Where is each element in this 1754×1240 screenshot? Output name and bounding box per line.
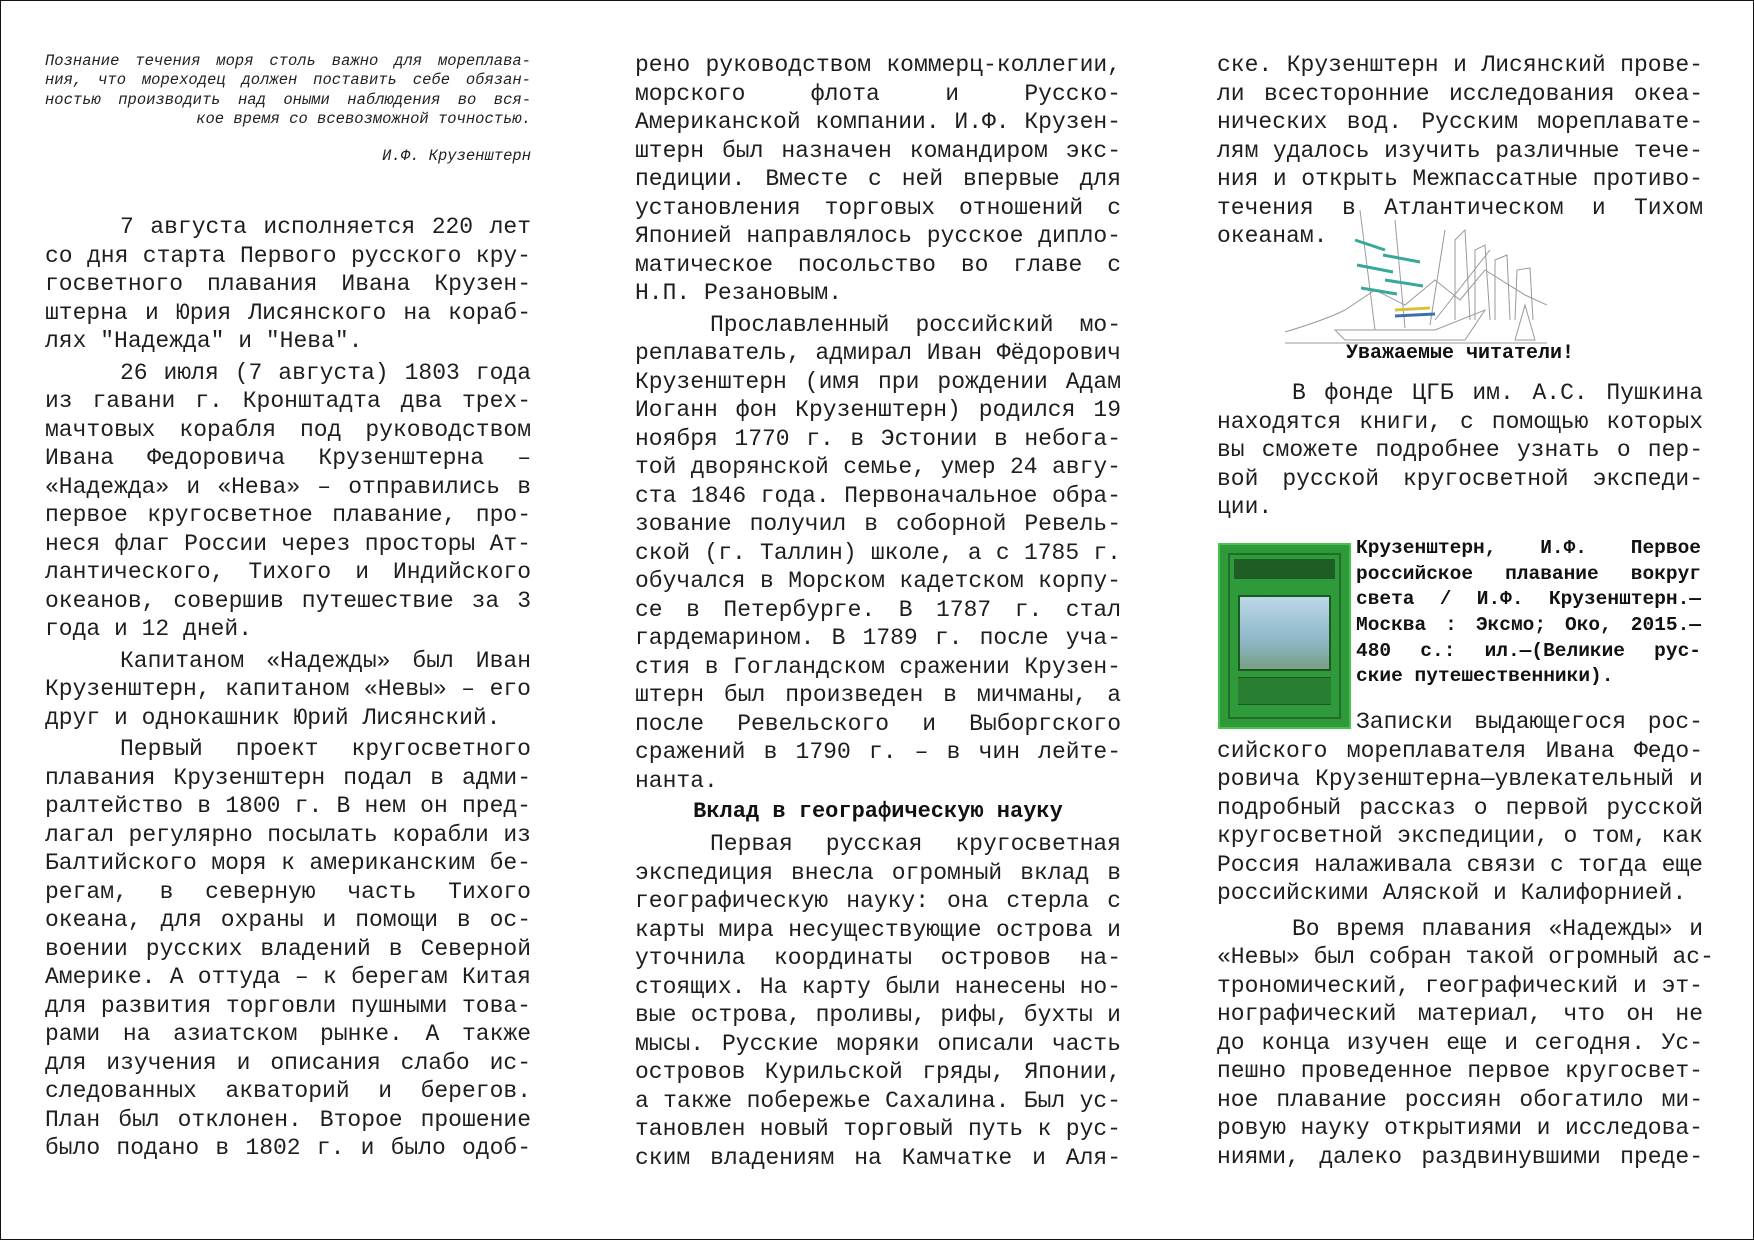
text-line: после Ревельского и Выборгского bbox=[635, 710, 1121, 737]
text-line: зование получил в соборной Ревель- bbox=[635, 511, 1121, 537]
text-line: Москва : Эксмо; Око, 2015.— bbox=[1356, 614, 1701, 637]
text-line: Н.П. Резановым. bbox=[635, 280, 843, 306]
text-line: Иоганн фон Крузенштерн) родился 19 bbox=[635, 397, 1121, 423]
paragraph bbox=[45, 359, 531, 644]
text-line: для изучения и описания слабо ис- bbox=[45, 1049, 531, 1076]
text-line: Америке. А оттуда – к берегам Китая bbox=[45, 964, 531, 990]
book-cover-author-plate bbox=[1234, 559, 1335, 579]
epigraph-author: И.Ф. Крузенштерн bbox=[382, 147, 531, 165]
text-line: матическое посольство во главе с bbox=[635, 251, 1121, 278]
text-line: ровича Крузенштерна—увлекательный и bbox=[1217, 766, 1703, 792]
text-line: той дворянской семье, умер 24 авгу- bbox=[635, 454, 1121, 480]
text-line: мачтовых корабля под руководством bbox=[45, 416, 531, 443]
text-line: Первая русская кругосветная bbox=[710, 831, 1121, 857]
column-3-intro bbox=[1217, 379, 1703, 522]
text-line: 26 июля (7 августа) 1803 года bbox=[120, 359, 531, 386]
text-line: ниями, далеко раздвинувшими преде- bbox=[1217, 1143, 1703, 1170]
paragraph bbox=[635, 51, 1121, 308]
text-line: кругосветной экспедиции, о том, как bbox=[1217, 823, 1703, 849]
text-line: сийского мореплавателя Ивана Федо- bbox=[1217, 737, 1703, 764]
text-line: вы сможете подробнее узнать о пер- bbox=[1217, 437, 1703, 463]
text-line: 7 августа исполняется 220 лет bbox=[120, 214, 531, 240]
readers-heading: Уважаемые читатели! bbox=[1345, 342, 1575, 365]
text-line: установления торговых отношений с bbox=[635, 194, 1121, 221]
column-2-top bbox=[635, 51, 1121, 795]
sailing-ship-illustration bbox=[1285, 210, 1547, 345]
text-line: уточнила координаты островов на- bbox=[635, 945, 1121, 971]
section-heading: Вклад в географическую науку bbox=[693, 799, 1063, 824]
text-line: госветного плавания Ивана Крузен- bbox=[45, 271, 531, 297]
text-line: нографический материал, что он не bbox=[1217, 1001, 1703, 1027]
text-line: ции. bbox=[1217, 494, 1273, 520]
text-line: неся флаг России через просторы Ат- bbox=[45, 530, 531, 557]
text-line: друг и однокашник Юрий Лисянский. bbox=[45, 704, 501, 731]
text-line: экспедиция внесла огромный вклад в bbox=[635, 859, 1121, 886]
column-1 bbox=[45, 213, 531, 1163]
text-line: сражений в 1790 г. – в чин лейте- bbox=[635, 739, 1121, 765]
text-line: Американской компании. И.Ф. Крузен- bbox=[635, 109, 1121, 135]
text-line: географическую науку: она стерла с bbox=[635, 888, 1121, 914]
text-line: года и 12 дней. bbox=[45, 616, 253, 642]
text-line: ровую науку открытиями и исследова- bbox=[1217, 1115, 1703, 1141]
text-line: ное плавание россиян обогатило ми- bbox=[1217, 1086, 1703, 1113]
paragraph bbox=[45, 647, 531, 733]
text-line: воении русских владений в Северной bbox=[45, 935, 531, 962]
text-line: ске. Крузенштерн и Лисянский прове- bbox=[1217, 52, 1703, 78]
paragraph bbox=[635, 311, 1121, 796]
text-line: Капитаном «Надежды» был Иван bbox=[120, 647, 531, 674]
text-line: ния и открыть Межпассатные противо- bbox=[1217, 166, 1703, 192]
paragraph bbox=[1217, 708, 1703, 908]
text-line: нических вод. Русским мореплавате- bbox=[1217, 109, 1703, 135]
text-line: следованных акваторий и берегов. bbox=[45, 1078, 531, 1104]
text-line: лагал регулярно посылать корабли из bbox=[45, 821, 531, 848]
text-line: ские путешественники). bbox=[1356, 665, 1614, 688]
column-3-bottom bbox=[1217, 708, 1714, 1171]
paragraph bbox=[1217, 379, 1703, 522]
text-line: штерн был произведен в мичманы, а bbox=[635, 682, 1121, 708]
text-line: тановлен новый торговый путь к рус- bbox=[635, 1116, 1121, 1142]
text-line: океанов, совершив путешествие за 3 bbox=[45, 587, 531, 614]
text-line: обучался в Морском кадетском корпу- bbox=[635, 568, 1121, 594]
text-line: ностью производить над оными наблюдения во вся- bbox=[45, 90, 531, 109]
text-line: а также побережье Сахалина. Был ус- bbox=[635, 1087, 1121, 1114]
text-line: «Невы» был собран такой огромный ас- bbox=[1217, 944, 1714, 970]
text-line: морского флота и Русско- bbox=[635, 80, 1121, 107]
paragraph bbox=[45, 735, 531, 1163]
text-line: находятся книги, с помощью которых bbox=[1217, 408, 1703, 435]
text-line: Балтийского моря к американским бе- bbox=[45, 850, 531, 876]
text-line: подробный рассказ о первой русской bbox=[1217, 794, 1703, 821]
text-line: Крузенштерн (имя при рождении Адам bbox=[635, 368, 1121, 395]
text-line: Познание течения моря столь важно для мореплава- bbox=[45, 52, 531, 70]
text-line: Крузенштерн, капитаном «Невы» – его bbox=[45, 676, 531, 702]
text-line: первое кругосветное плавание, про- bbox=[45, 502, 531, 528]
text-line: карты мира несуществующие острова и bbox=[635, 916, 1121, 943]
text-line: реплаватель, адмирал Иван Фёдорович bbox=[635, 340, 1121, 366]
text-line: «Надежда» и «Нева» – отправились в bbox=[45, 473, 531, 500]
text-line: гардемарином. В 1789 г. после уча- bbox=[635, 625, 1121, 651]
text-line: из гавани г. Кронштадта два трех- bbox=[45, 388, 531, 414]
text-line: Во время плавания «Надежды» и bbox=[1292, 915, 1703, 942]
text-line: со дня старта Первого русского кру- bbox=[45, 242, 531, 269]
text-line: ста 1846 года. Первоначальное обра- bbox=[635, 482, 1121, 509]
text-line: российскими Аляской и Калифорнией. bbox=[1217, 880, 1687, 906]
text-line: Записки выдающегося рос- bbox=[1356, 709, 1703, 735]
text-line: нанта. bbox=[635, 767, 718, 794]
text-line: лям удалось изучить различные тече- bbox=[1217, 137, 1703, 164]
text-line: План был отклонен. Второе прошение bbox=[45, 1106, 531, 1133]
text-line: се в Петербурге. В 1787 г. стал bbox=[635, 596, 1121, 623]
text-line: стия в Гогландском сражении Крузен- bbox=[635, 653, 1121, 680]
text-line: океанам. bbox=[1217, 223, 1328, 249]
text-line: пешно проведенное первое кругосвет- bbox=[1217, 1058, 1703, 1084]
text-line: вой русской кругосветной экспеди- bbox=[1217, 465, 1703, 492]
text-line: океана, для охраны и помощи в ос- bbox=[45, 907, 531, 933]
text-line: островов Курильской гряды, Японии, bbox=[635, 1059, 1121, 1085]
text-line: В фонде ЦГБ им. А.С. Пушкина bbox=[1292, 380, 1703, 406]
text-line: ноября 1770 г. в Эстонии в небога- bbox=[635, 425, 1121, 452]
text-line: света / И.Ф. Крузенштерн.— bbox=[1356, 588, 1701, 611]
text-line: ли всесторонние исследования океа- bbox=[1217, 80, 1703, 107]
text-line: Россия налаживала связи с тогда еще bbox=[1217, 851, 1703, 878]
text-line: мысы. Русские моряки описали часть bbox=[635, 1030, 1121, 1057]
text-line: Японией направлялось русское дипло- bbox=[635, 223, 1121, 249]
paragraph bbox=[1217, 915, 1714, 1172]
text-line: вые острова, проливы, рифы, бухты и bbox=[635, 1002, 1121, 1028]
text-line: плавания Крузенштерн подал в адми- bbox=[45, 764, 531, 791]
text-line: для развития торговли пушными това- bbox=[45, 992, 531, 1019]
text-line: лантического, Тихого и Индийского bbox=[45, 559, 531, 585]
text-line: рено руководством коммерц-коллегии, bbox=[635, 52, 1121, 78]
text-line: штерн был назначен командиром экс- bbox=[635, 137, 1121, 164]
text-line: стоящих. На карту были нанесены но- bbox=[635, 973, 1121, 1000]
text-line: до конца изучен еще и сегодня. Ус- bbox=[1217, 1029, 1703, 1056]
text-line: кое время со всевозможной точностью. bbox=[196, 109, 531, 128]
text-line: Прославленный российский мо- bbox=[710, 311, 1121, 338]
text-line: ралтейство в 1800 г. В нем он пред- bbox=[45, 793, 531, 819]
book-cover-picture bbox=[1238, 595, 1331, 671]
text-line: педиции. Вместе с ней впервые для bbox=[635, 166, 1121, 192]
text-line: российское плавание вокруг bbox=[1356, 562, 1701, 585]
text-line: регам, в северную часть Тихого bbox=[45, 878, 531, 905]
paragraph bbox=[635, 830, 1121, 1172]
text-line: Первый проект кругосветного bbox=[120, 736, 531, 762]
paragraph bbox=[45, 213, 531, 356]
book-citation bbox=[1356, 536, 1701, 690]
book-cover-image bbox=[1220, 545, 1349, 727]
column-2-bottom bbox=[635, 830, 1121, 1172]
text-line: ской (г. Таллин) школе, а с 1785 г. bbox=[635, 539, 1121, 566]
text-line: ским владениям на Камчатке и Аля- bbox=[635, 1144, 1121, 1171]
epigraph bbox=[45, 52, 531, 129]
text-line: течения в Атлантическом и Тихом bbox=[1217, 194, 1703, 221]
text-line: ния, что мореходец должен поставить себе обязан- bbox=[45, 71, 531, 90]
text-line: было подано в 1802 г. и было одоб- bbox=[45, 1135, 531, 1161]
text-line: рами на азиатском рынке. А также bbox=[45, 1021, 531, 1047]
text-line: лях "Надежда" и "Нева". bbox=[45, 328, 363, 354]
text-line: 480 с.: ил.—(Великие рус- bbox=[1356, 639, 1701, 662]
text-line: трономический, географический и эт- bbox=[1217, 972, 1703, 999]
book-cover-title-plate bbox=[1238, 677, 1331, 705]
text-line: штерна и Юрия Лисянского на кораб- bbox=[45, 299, 531, 326]
text-line: Крузенштерн, И.Ф. Первое bbox=[1356, 537, 1701, 559]
text-line: Ивана Федоровича Крузенштерна – bbox=[45, 445, 531, 471]
